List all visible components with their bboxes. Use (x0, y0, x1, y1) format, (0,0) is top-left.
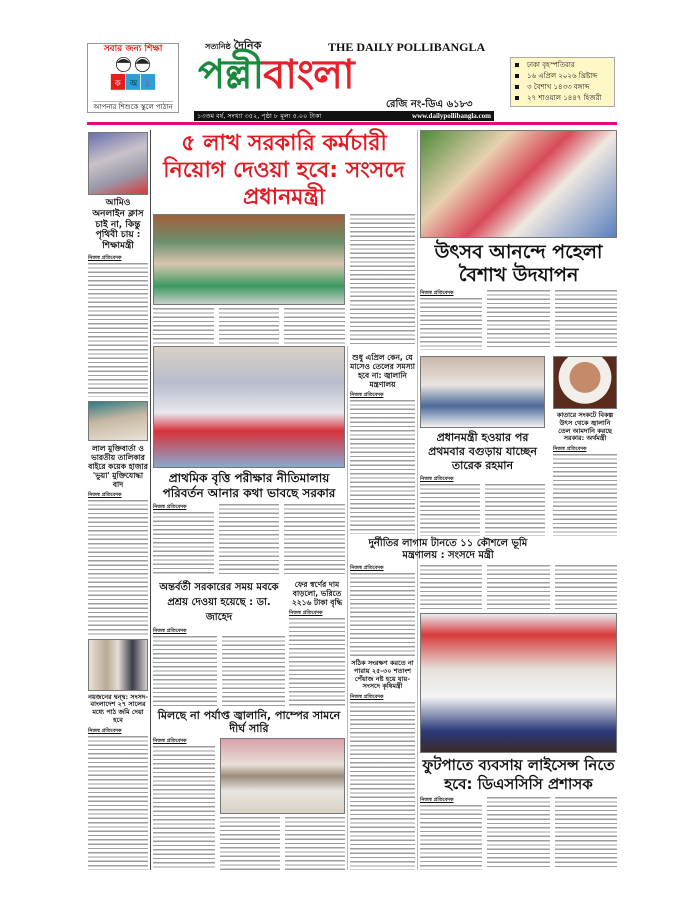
book-letter: ১ (144, 78, 151, 89)
byline: নিজস্ব প্রতিবেদক (88, 492, 122, 499)
headline-oil[interactable]: শুধু এপ্রিল কেন, যে মাসেও তেলের সমস্যা হবে না: জ্বালানি মন্ত্রণালয় (350, 353, 415, 389)
article-body (88, 263, 148, 397)
header-divider (87, 122, 617, 125)
byline: নিজস্ব প্রতিবেদক (420, 476, 454, 482)
date-line: ২৭ শাওয়াল ১৪৪৭ হিজরী (515, 93, 610, 104)
article-body (350, 702, 415, 870)
parliament-photo (153, 214, 345, 305)
article-body (220, 817, 280, 870)
article-body (219, 308, 280, 344)
left-column (88, 132, 148, 870)
registration-number: রেজি নং-ডিএ ৬১৮৩ (386, 99, 473, 110)
article-body (88, 736, 148, 870)
boishakh-festival-photo (420, 130, 617, 238)
article-body (153, 308, 214, 344)
headline-scholarship[interactable]: প্রাথমিক বৃত্তি পরীক্ষার নীতিমালায় পরিবর্তন আনার কথা ভাবছে সরকার (162, 471, 336, 500)
right-middle-stories (420, 356, 617, 536)
education-minister-photo (88, 132, 148, 195)
article-body (555, 290, 617, 350)
article-body (284, 308, 345, 344)
issue-bar (194, 111, 494, 121)
headline-onion[interactable]: সঠিক সংরক্ষণ করতে না পারায় ২৫-৩০ শতাংশ পেঁয়াজ নষ্ট হয়ে যায়-সংসদে কৃষিমন্ত্রী (351, 658, 414, 691)
children-reading-illustration (105, 55, 161, 93)
article-body (285, 817, 345, 870)
byline: নিজস্ব প্রতিবেদক (350, 565, 384, 571)
campaign-slogan: সবার জন্য শিক্ষা (103, 44, 163, 54)
article-body (420, 565, 482, 609)
book-letter: ক (114, 78, 121, 89)
article-body (487, 797, 549, 870)
headline-education[interactable]: আমিও অনলাইন ক্লাস চাই না, কিন্তু পৃথিবী চায় : শিক্ষামন্ত্রী (92, 198, 144, 252)
article-body (420, 484, 480, 536)
headline-footpath[interactable]: ফুটপাতে ব্যবসায় লাইসেন্স নিতে হবে: ডিএসসিসি প্রশাসক (422, 756, 615, 793)
masthead-prefix: সত্যনিষ্ঠ দৈনিক (205, 39, 262, 52)
scholarship-story (153, 346, 345, 576)
article-body (555, 797, 617, 870)
book-letter: অ (129, 78, 138, 89)
press-briefing-photo (153, 346, 345, 468)
date-line: ৩ বৈশাখ ১৪৩৩ বঙ্গাব্দ (515, 82, 610, 93)
headline-boishakh[interactable]: উৎসব আনন্দে পহেলা বৈশাখ উদযাপন (434, 241, 603, 286)
article-body (350, 573, 415, 657)
mob-and-gold-stories (153, 580, 345, 706)
article-body (153, 512, 214, 576)
official-photo (88, 401, 148, 441)
byline: নিজস্ব প্রতিবেদক (350, 694, 384, 701)
headline-tarique[interactable]: প্রধানমন্ত্রী হওয়ার পর প্রথমবার বগুড়ায় যাচ্ছেন তারেক রহমান (428, 431, 537, 472)
lead-story (153, 130, 415, 344)
byline: নিজস্ব প্রতিবেদক (420, 290, 454, 296)
article-body (289, 618, 345, 706)
two-men-photo (88, 639, 148, 691)
minister-portrait-photo (553, 356, 617, 409)
article-body (420, 298, 482, 350)
headline-fuel-import[interactable]: কাতারে সংকটে বিকল্প উৎস থেকে জ্বালানি তেল আমদানি করছে সরকার: অর্থমন্ত্রী (556, 411, 614, 443)
article-body (555, 565, 617, 609)
headline-corruption[interactable]: দুর্নীতির লাগাম টানতে ১১ কৌশলে ভূমি মন্ত্রণালয় : সংসদে মন্ত্রী (368, 538, 528, 561)
boishakh-story (420, 130, 617, 350)
fuel-pump-queue-photo (220, 738, 345, 814)
article-body (485, 484, 545, 536)
byline: নিজস্ব প্রতিবেদক (350, 392, 384, 398)
date-box (510, 57, 615, 107)
article-body (153, 636, 217, 706)
article-body (350, 400, 415, 534)
column-divider (150, 130, 151, 870)
date-line: ঢাকা বৃহস্পতিবার (515, 60, 610, 71)
article-body (88, 500, 148, 634)
lead-headline[interactable]: ৫ লাখ সরকারি কর্মচারী নিয়োগ দেওয়া হবে: সংসদে প্রধানমন্ত্রী (163, 131, 405, 210)
article-body (222, 636, 286, 706)
oil-story (350, 350, 415, 534)
headline-mob[interactable]: অন্তর্বর্তী সরকারের সময় মবকে প্রশ্রয় দেওয়া হয়েছে : ডা. জাহেদ (159, 582, 279, 623)
headline-freedom-fighters[interactable]: লাল মুক্তিবার্তা ও ভারতীয় তালিকার বাইরে কয়েক হাজার 'ভুয়া' মুক্তিযোদ্ধা বাদ (88, 444, 148, 490)
article-body (153, 746, 215, 870)
education-campaign-logo (87, 43, 179, 113)
byline: নিজস্ব প্রতিবেদক (153, 628, 187, 634)
article-body (350, 214, 415, 344)
campaign-tagline: আপনার শিশুকে স্কুলে পাঠান (93, 103, 173, 111)
byline: নিজস্ব প্রতিবেদক (420, 797, 454, 803)
byline: নিজস্ব প্রতিবেদক (88, 727, 122, 734)
byline: নিজস্ব প্রতিবেদক (553, 446, 587, 453)
byline: নিজস্ব প্রতিবেদক (153, 738, 187, 745)
article-body (487, 565, 549, 609)
headline-pump[interactable]: মিলছে না পর্যাপ্ত জ্বালানি, পাম্পের সামনে দীর্ঘ সারি (157, 709, 341, 736)
article-body (219, 504, 280, 576)
headline-gold[interactable]: ফের স্বর্ণের দাম বাড়লো, ভরিতে ২২১৬ টাকা বৃদ্ধি (291, 580, 343, 607)
byline: নিজস্ব প্রতিবেদক (153, 504, 187, 510)
article-body (420, 805, 482, 870)
dscc-administrator-speech-photo (420, 613, 617, 753)
english-masthead: THE DAILY POLLIBANGLA (328, 40, 486, 54)
pump-story (153, 709, 345, 870)
website-link[interactable]: www.dailypollibangla.com (412, 112, 491, 120)
article-body (284, 504, 345, 576)
column-divider (347, 346, 348, 870)
date-line: ১৬ এপ্রিল ২০২৬ খ্রিষ্টাব্দ (515, 71, 610, 82)
issue-info: ১৩তম বর্ষ, সংখ্যা ৩৫২, পৃষ্ঠা ৮ মূল্য ৫.০০ টাকা (197, 112, 322, 120)
article-body (487, 290, 549, 350)
byline: নিজস্ব প্রতিবেদক (88, 254, 122, 261)
corruption-and-dscc-stories (350, 538, 617, 870)
newspaper-logo: পল্লীবাংলা (198, 52, 354, 98)
article-body (553, 454, 617, 536)
politician-group-photo (420, 356, 545, 428)
byline: নিজস্ব প্রতিবেদক (289, 610, 323, 616)
headline-left-bottom[interactable]: নয়জনের দ্বন্দ্ব: সংসদ-বাংলাদেশ ২৭ সালের মধ্যে পাঠ জমি দেয়া হবে (88, 692, 148, 724)
